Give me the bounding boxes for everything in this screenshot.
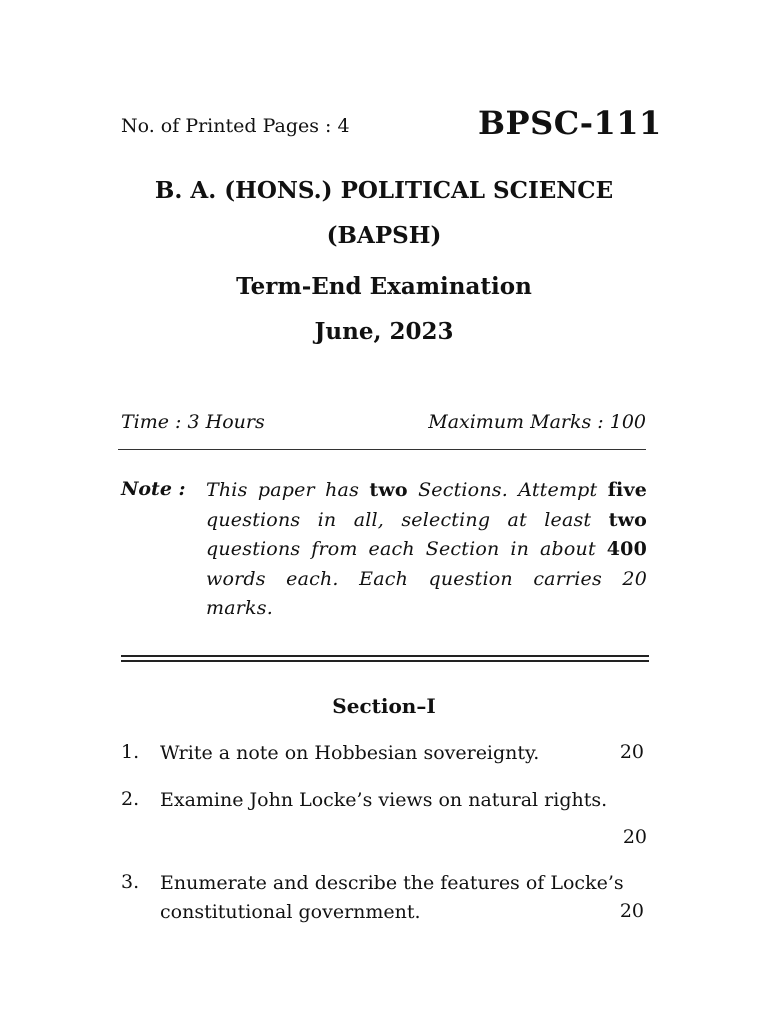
- note-emphasis: two: [608, 508, 647, 531]
- paper-code: BPSC-111: [478, 104, 662, 142]
- question-marks: 20: [619, 741, 644, 763]
- double-divider-line: [121, 655, 649, 657]
- question-text: Enumerate and describe the features of Locke’s constitutional government.: [160, 872, 624, 923]
- exam-title: Term-End Examination: [236, 273, 532, 300]
- question-text: Examine John Locke’s views on natural rights.: [160, 789, 608, 811]
- double-divider-line: [121, 660, 649, 662]
- note-emphasis: five: [607, 479, 648, 501]
- programme-title: B. A. (HONS.) POLITICAL SCIENCE: [154, 177, 614, 204]
- note-text: Sections. Attempt: [407, 479, 608, 501]
- maximum-marks: Maximum Marks : 100: [428, 411, 646, 433]
- exam-date: June, 2023: [314, 318, 454, 345]
- note-instructions: [206, 476, 647, 624]
- question-text: Write a note on Hobbesian sovereignty.: [160, 742, 540, 764]
- question-number: 2.: [121, 788, 140, 810]
- printed-pages-count: No. of Printed Pages : 4: [121, 115, 350, 137]
- programme-code: (BAPSH): [326, 222, 442, 249]
- question-number: 3.: [121, 871, 140, 893]
- note-emphasis: 400: [606, 538, 647, 561]
- note-text: This paper has: [206, 479, 370, 501]
- divider-line: [118, 449, 646, 450]
- note-text: words each. Each question carries 20 marks.: [206, 567, 647, 620]
- note-text: questions in all, selecting at least: [206, 508, 609, 531]
- section-heading: Section–I: [332, 694, 436, 718]
- note-emphasis: two: [369, 479, 408, 501]
- note-text: questions from each Section in about: [206, 538, 607, 561]
- time-allowed: Time : 3 Hours: [121, 411, 265, 433]
- note-label: Note :: [121, 478, 186, 500]
- question-marks: 20: [622, 826, 647, 848]
- question-marks: 20: [619, 900, 644, 922]
- question-number: 1.: [121, 741, 140, 763]
